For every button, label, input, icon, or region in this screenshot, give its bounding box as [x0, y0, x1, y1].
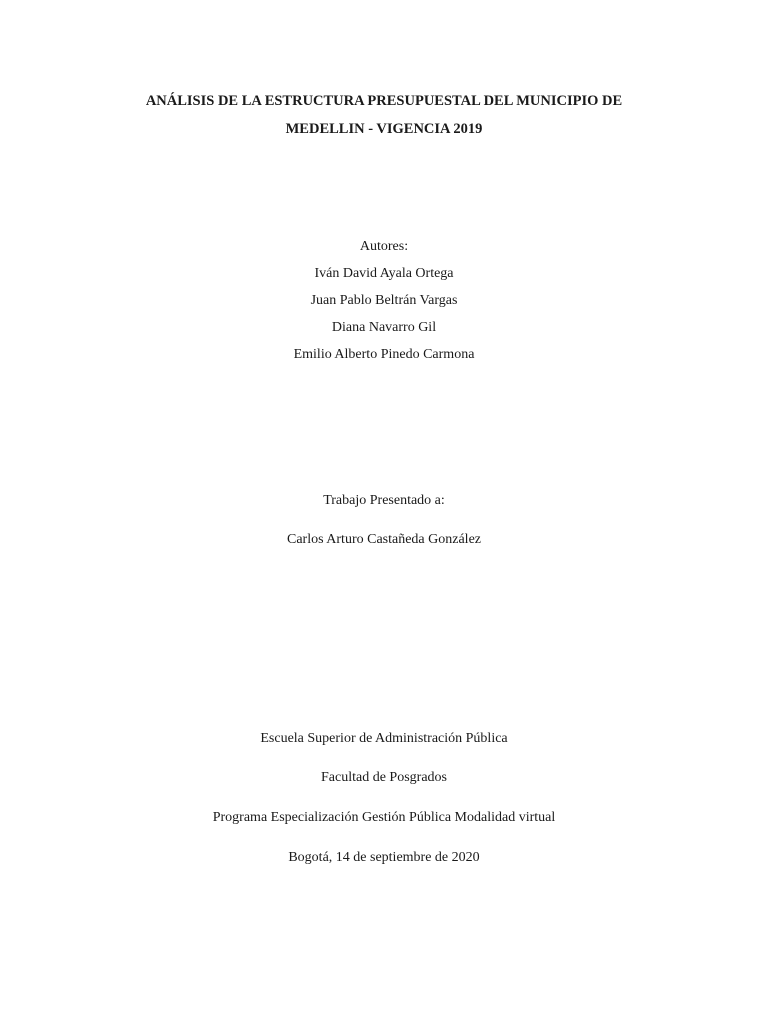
program-name: Programa Especialización Gestión Pública Modalidad virtual — [212, 810, 556, 825]
presented-to-label: Trabajo Presentado a: — [323, 493, 445, 508]
document-title-line-1: ANÁLISIS DE LA ESTRUCTURA PRESUPUESTAL DEL MUNICIPIO DE — [145, 93, 623, 109]
place-date: Bogotá, 14 de septiembre de 2020 — [288, 850, 480, 865]
presented-to-name: Carlos Arturo Castañeda González — [287, 532, 481, 547]
school-name: Escuela Superior de Administración Pública — [260, 731, 508, 746]
authors-label: Autores: — [359, 239, 409, 254]
author-name: Iván David Ayala Ortega — [314, 266, 454, 281]
author-name: Juan Pablo Beltrán Vargas — [310, 293, 458, 308]
faculty-name: Facultad de Posgrados — [321, 770, 447, 785]
author-name: Emilio Alberto Pinedo Carmona — [293, 347, 475, 362]
author-name: Diana Navarro Gil — [331, 320, 437, 335]
document-title-line-2: MEDELLIN - VIGENCIA 2019 — [285, 121, 483, 137]
